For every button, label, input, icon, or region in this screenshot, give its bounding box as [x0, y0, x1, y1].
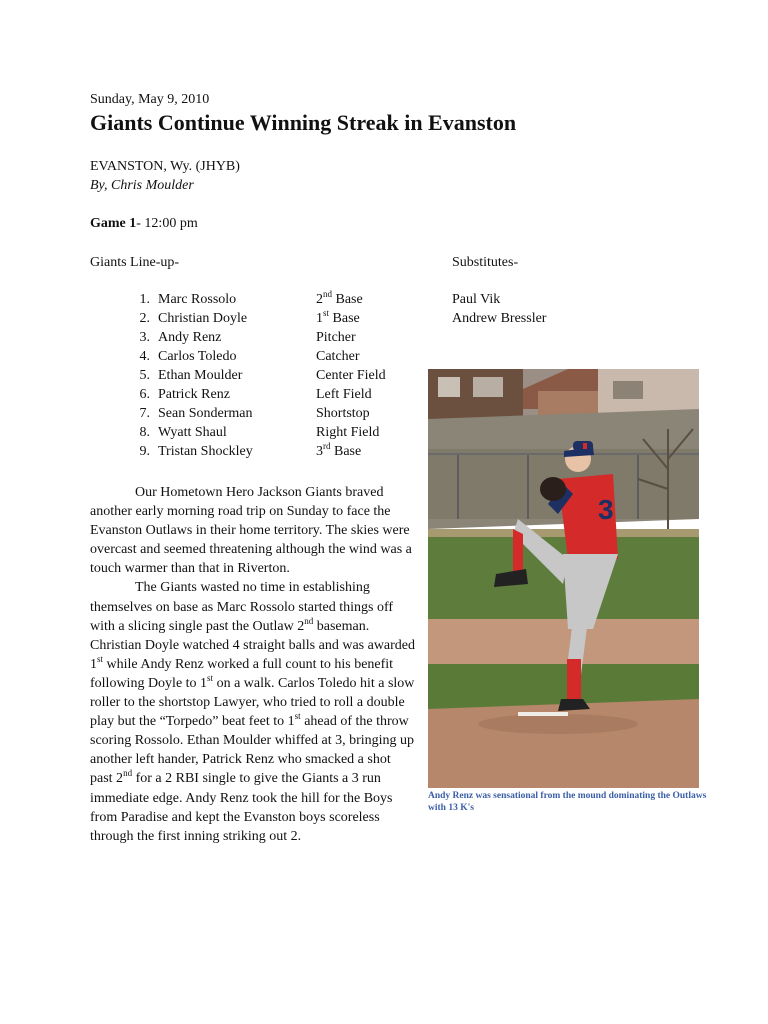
jersey-number: 3 [598, 494, 614, 525]
lineup-number: 4. [139, 349, 150, 364]
lineup-number: 8. [139, 425, 150, 440]
lineup-list [0, 290, 450, 470]
player-position: Right Field [316, 425, 380, 440]
player-name: Marc Rossolo [158, 292, 237, 307]
player-name: Wyatt Shaul [158, 425, 227, 440]
player-position: 2nd Base [316, 289, 363, 307]
game-time: - 12:00 pm [136, 216, 198, 231]
game-label: Game 1 [90, 216, 137, 231]
player-position: 1st Base [316, 308, 360, 326]
player-name: Ethan Moulder [158, 368, 243, 383]
lineup-number: 3. [139, 330, 150, 345]
lineup-number: 7. [139, 406, 150, 421]
lineup-number: 6. [139, 387, 150, 402]
substitute-name: Andrew Bressler [452, 311, 547, 326]
player-name: Christian Doyle [158, 311, 248, 326]
lineup-number: 9. [139, 444, 150, 459]
article-date: Sunday, May 9, 2010 [90, 92, 210, 107]
paragraph-2: The Giants wasted no time in establishing themselves on base as Marc Rossolo started things off with a slicing single past the Outlaw 2nd baseman. Christian Doyle watched 4 straight balls and was awarded 1st while Andy Renz worked a full count to his benefit following Doyle to 1st on a walk. Carlos Toledo hit a slow roller to the shortstop Lawyer, who tried to roll a double play but the “Torpedo” beat feet to 1st ahead of the throw scoring Rossolo. Ethan Moulder whiffed at 3, bringing up another left hander, Patrick Renz who smacked a shot past 2nd for a 2 RBI single to give the Giants a 3 run immediate edge. Andy Renz took the hill for the Boys from Paradise and kept the Evanston boys scoreless through the first inning striking out 2. [90, 580, 416, 844]
photo-caption: Andy Renz was sensational from the mound dominating the Outlaws with 13 K's [428, 791, 707, 813]
player-position: 3rd Base [316, 441, 362, 459]
player-name: Patrick Renz [158, 387, 230, 402]
player-name: Sean Sonderman [158, 406, 253, 421]
player-position: Catcher [316, 349, 360, 364]
player-position: Shortstop [316, 406, 370, 421]
substitutes-heading: Substitutes- [452, 255, 519, 270]
lineup-number: 2. [139, 311, 150, 326]
article-body [90, 483, 416, 846]
player-name: Carlos Toledo [158, 349, 237, 364]
lineup-number: 5. [139, 368, 150, 383]
player-name: Andy Renz [158, 330, 222, 345]
player-position: Left Field [316, 387, 372, 402]
substitute-name: Paul Vik [452, 292, 501, 307]
paragraph-1: Our Hometown Hero Jackson Giants braved another early morning road trip on Sunday to face the Evanston Outlaws in their home territory. The skies were overcast and seemed threatening although the wind was a touch warmer than that in Riverton. [90, 485, 412, 577]
lineup-number: 1. [139, 292, 150, 307]
pitcher-photo-illustration [428, 369, 699, 788]
game-info [90, 214, 198, 233]
byline: By, Chris Moulder [90, 178, 194, 193]
player-name: Tristan Shockley [158, 444, 253, 459]
player-position: Pitcher [316, 330, 356, 345]
dateline: EVANSTON, Wy. (JHYB) [90, 159, 240, 174]
player-position: Center Field [316, 368, 386, 383]
lineup-heading: Giants Line-up- [90, 255, 180, 270]
headline: Giants Continue Winning Streak in Evanston [90, 110, 517, 135]
pitcher-photo [428, 369, 699, 788]
